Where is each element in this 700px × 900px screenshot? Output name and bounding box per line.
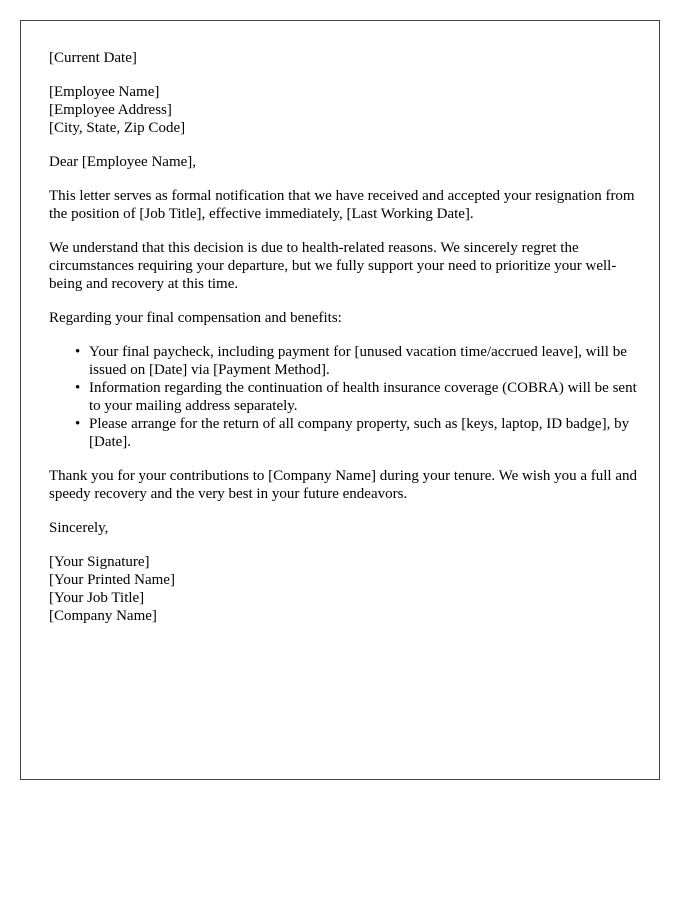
paragraph-compensation-intro: Regarding your final compensation and benefits: <box>49 310 342 326</box>
benefits-list-item: • Your final paycheck, including payment for [unused vacation time/accrued leave], will be issued on [Date] via [Payment Method]. <box>89 343 639 379</box>
closing-paragraph: Thank you for your contributions to [Company Name] during your tenure. We wish you a full and speedy recovery and the very best in your future endeavors. <box>49 468 637 502</box>
salutation: Dear [Employee Name], <box>49 154 197 170</box>
signature-block <box>49 553 639 625</box>
paragraph-notification: This letter serves as formal notification that we have received and accepted your resignation from the position of [Job Title], effective immediately, [Last Working Date]. <box>49 188 635 222</box>
benefits-list-item: • Information regarding the continuation of health insurance coverage (COBRA) will be sent to your mailing address separately. <box>89 379 639 415</box>
closing: Sincerely, <box>49 520 109 536</box>
paragraph-health-reasons: We understand that this decision is due to health-related reasons. We sincerely regret the circumstances requiring your departure, but we fully support your need to prioritize your well-being and recovery at this time. <box>49 240 617 292</box>
signature: [Your Signature] <box>49 554 150 570</box>
recipient-city-state-zip: [City, State, Zip Code] <box>49 120 186 136</box>
recipient-block <box>49 83 639 137</box>
printed-name: [Your Printed Name] <box>49 572 175 588</box>
letter-date: [Current Date] <box>49 50 137 66</box>
job-title: [Your Job Title] <box>49 590 145 606</box>
recipient-address: [Employee Address] <box>49 102 172 118</box>
benefits-list <box>49 343 639 451</box>
company-name: [Company Name] <box>49 608 157 624</box>
letter-body <box>49 49 639 641</box>
benefits-list-item: • Please arrange for the return of all company property, such as [keys, laptop, ID badge], by [Date]. <box>89 415 639 451</box>
recipient-name: [Employee Name] <box>49 84 160 100</box>
letter-page <box>20 20 660 780</box>
